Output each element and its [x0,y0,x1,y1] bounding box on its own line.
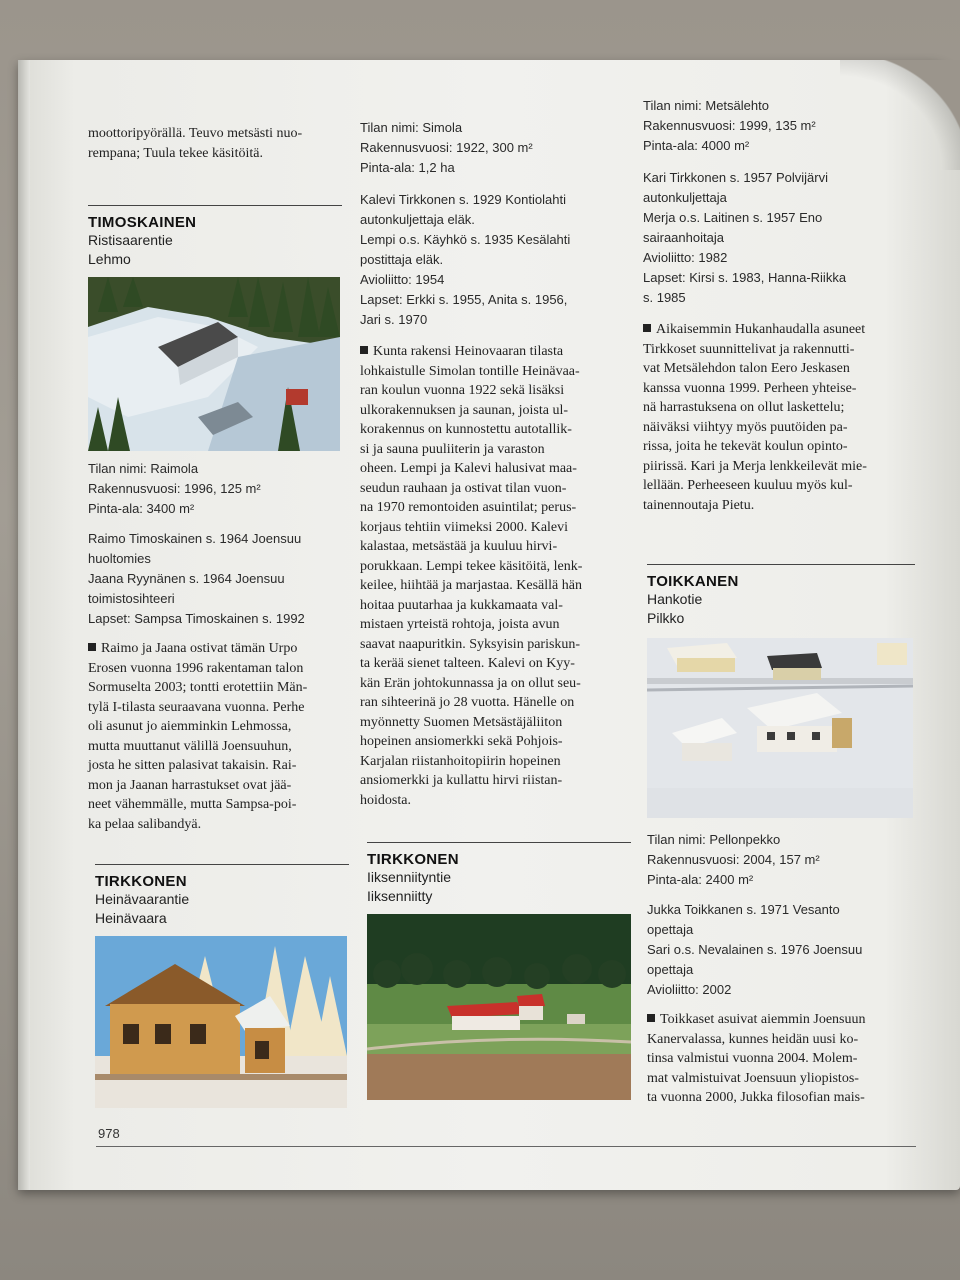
street-name: Iiksenniityntie [367,869,452,885]
story-line: Toikkaset asuivat aiemmin Joensuun [647,1010,915,1030]
story-line: oheen. Lempi ja Kalevi halusivat maa- [360,461,577,476]
area: Pinta-ala: 3400 m² [88,501,195,516]
story-line: saavat naapuritkin. Syksyisin pariskun- [360,636,581,652]
person-line: postittaja eläk. [360,252,444,267]
story-line: ran sihteerinä jo 28 vuotta. Hänelle on [360,695,575,710]
story-line: hoidosta. [360,792,411,808]
story-line: tainennoutaja Pietu. [643,497,755,513]
person-line: Lapset: Kirsi s. 1983, Hanna-Riikka [643,270,847,285]
story-line: näiväksi viihtyy myös puutöiden pa- [643,419,848,435]
story-line: ka pelaa salibandyä. [88,816,202,832]
story-line: ta vuonna 2000, Jukka filosofian mais- [647,1090,865,1105]
area: Pinta-ala: 4000 m² [643,138,750,153]
story-line: ta kerää sienet talteen. Kalevi on Kyy- [360,656,575,671]
person-line: Kari Tirkkonen s. 1957 Polvijärvi [643,170,828,185]
farm-name: Tilan nimi: Pellonpekko [647,832,781,847]
area: Pinta-ala: 2400 m² [647,872,754,887]
photo-pellonpekko-aerial [647,638,913,818]
story-line: Raimo ja Jaana ostivat tämän Urpo [88,639,342,659]
person-line: Raimo Timoskainen s. 1964 Joensuu [88,531,302,546]
aerial-summer-farm-image [367,914,631,1100]
column-2-lower [367,842,631,1100]
story-line: neet vähemmälle, mutta Sampsa-poi- [88,797,297,812]
family-name-tirkkonen: TIRKKONEN [367,851,459,868]
person-line: Lapset: Sampsa Timoskainen s. 1992 [88,611,305,626]
street-name: Ristisaarentie [88,232,173,248]
story-line: lellään. Perheeseen kuuluu myös kul- [643,478,853,493]
village-name: Heinävaara [95,910,167,926]
intro-line-2: rempana; Tuula tekee käsitöitä. [88,145,263,161]
person-line: Avioliitto: 1954 [360,272,445,287]
photo-yellow-house [95,936,347,1108]
story-line: hoitaa puutarhaa ja kukkamaata val- [360,597,563,613]
square-bullet-icon [643,324,651,332]
person-line: toimistosihteeri [88,591,175,606]
farm-name: Tilan nimi: Metsälehto [643,98,769,113]
build-year: Rakennusvuosi: 1922, 300 m² [360,140,533,155]
person-line: Jaana Ryynänen s. 1964 Joensuu [88,571,285,586]
story-line: si ja sauna puuliiterin ja varaston [360,441,545,457]
column-3 [643,96,915,515]
aerial-winter-houses-image [647,638,913,818]
section-rule [88,205,342,206]
section-rule [367,842,631,843]
column-1-lower [95,864,349,1108]
street-name: Heinävaarantie [95,891,190,907]
family-name-toikkanen: TOIKKANEN [647,573,739,590]
story-line: kän Erän johtokunnassa ja on ollut seu- [360,675,581,691]
page-number: 978 [98,1126,120,1141]
person-line: sairaanhoitaja [643,230,724,245]
story-line: korakennus on kunnostettu autotallik- [360,422,572,437]
column-3-lower [647,564,915,1108]
story-line: seudun rauhaan ja ostivat tilan vuon- [360,480,567,496]
column-2 [360,118,626,810]
person-line: opettaja [647,922,694,937]
person-line: Jukka Toikkanen s. 1971 Vesanto [647,902,840,917]
story-line: keilee, hiihtää ja marjastaa. Kesällä hän [360,578,582,593]
photo-raimola-aerial [88,277,340,451]
footer-rule [96,1146,916,1147]
story-line: ansiomerkki ja kullattu hirvi riistan- [360,773,563,788]
village-name: Pilkko [647,610,685,626]
yellow-house-winter-image [95,936,347,1108]
family-name-timoskainen: TIMOSKAINEN [88,214,197,231]
person-line: Jari s. 1970 [360,312,428,327]
farm-name: Tilan nimi: Raimola [88,461,199,476]
story-line: mon ja Jaanan harrastukset ovat jää- [88,777,292,793]
story-line: piirissä. Kari ja Merja lenkkeilevät mie- [643,458,867,474]
person-line: opettaja [647,962,694,977]
build-year: Rakennusvuosi: 1999, 135 m² [643,118,816,133]
section-rule [95,864,349,865]
square-bullet-icon [360,346,368,354]
photo-red-roof-farm [367,914,631,1100]
family-name-tirkkonen: TIRKKONEN [95,873,187,890]
section-rule [647,564,915,565]
story-line: Tirkkoset suunnittelivat ja rakennutti- [643,341,855,357]
story-line: mat valmistuivat Joensuun yliopistos- [647,1070,859,1086]
story-line: Kunta rakensi Heinovaaran tilasta [360,342,626,362]
square-bullet-icon [88,643,96,651]
story-line: mistaen yrteistä rohtoja, joista avun [360,617,560,632]
person-line: Merja o.s. Laitinen s. 1957 Eno [643,210,823,225]
story-line: Karjalan riistanhoitopiirin hopeinen [360,753,561,769]
story-line: rissa, joita he tekevät koulun opinto- [643,439,848,454]
street-name: Hankotie [647,591,703,607]
person-line: s. 1985 [643,290,686,305]
page-gutter [18,60,30,1190]
person-line: Avioliitto: 2002 [647,982,732,997]
story-line: Sormuselta 2003; tontti erotettiin Män- [88,680,308,695]
story-line: hopeinen ansiomerkki sekä Pohjois- [360,734,563,749]
person-line: Avioliitto: 1982 [643,250,728,265]
person-line: huoltomies [88,551,151,566]
story-line: nä harrastuksena on ollut laskettelu; [643,400,845,415]
story-line: na 1970 remontoiden asuintilat; perus- [360,500,577,515]
person-line: autonkuljettaja [643,190,727,205]
build-year: Rakennusvuosi: 2004, 157 m² [647,852,820,867]
farm-name: Tilan nimi: Simola [360,120,463,135]
person-line: autonkuljettaja eläk. [360,212,475,227]
story-line: Aikaisemmin Hukanhaudalla asuneet [643,320,915,340]
story-line: myönnetty Suomen Metsästäjäliiton [360,714,563,730]
story-line: Erosen vuonna 1996 rakentaman talon [88,660,304,676]
story-line: tinsa valmistui vuonna 2004. Molem- [647,1051,858,1066]
story-line: ulkorakennuksen ja saunan, joista ul- [360,402,569,418]
person-line: Kalevi Tirkkonen s. 1929 Kontiolahti [360,192,566,207]
build-year: Rakennusvuosi: 1996, 125 m² [88,481,261,496]
story-line: kanssa vuonna 1999. Perheen yhteise- [643,380,857,396]
village-name: Iiksenniitty [367,888,433,904]
area: Pinta-ala: 1,2 ha [360,160,455,175]
intro-line-1: moottoripyörällä. Teuvo metsästi nuo- [88,126,303,141]
story-line: Kanervalassa, kunnes heidän uusi ko- [647,1031,859,1047]
story-line: josta he sitten palasivat takaisin. Rai- [88,758,297,773]
story-line: mutta muuttanut välillä Joensuuhun, [88,738,292,754]
square-bullet-icon [647,1014,655,1022]
story-line: ran koulun vuonna 1922 sekä lisäksi [360,383,565,398]
village-name: Lehmo [88,251,131,267]
column-1 [88,124,342,834]
person-line: Sari o.s. Nevalainen s. 1976 Joensuu [647,942,863,957]
story-line: oli asunut jo aiemminkin Lehmossa, [88,719,292,734]
person-line: Lempi o.s. Käyhkö s. 1935 Kesälahti [360,232,571,247]
person-line: Lapset: Erkki s. 1955, Anita s. 1956, [360,292,568,307]
story-line: kalastaa, metsästää ja kuuluu hirvi- [360,539,558,554]
story-line: tylä I-tilasta seuraavana vuonna. Perhe [88,699,305,715]
story-line: lohkaistulle Simolan tontille Heinävaa- [360,363,580,379]
aerial-snow-house-image [88,277,340,451]
story-line: korjaus tehtiin viimeksi 2000. Kalevi [360,519,569,535]
story-line: porukkaan. Lempi tekee käsitöitä, lenk- [360,558,583,574]
story-line: vat Metsälehdon talon Eero Jeskasen [643,361,850,376]
